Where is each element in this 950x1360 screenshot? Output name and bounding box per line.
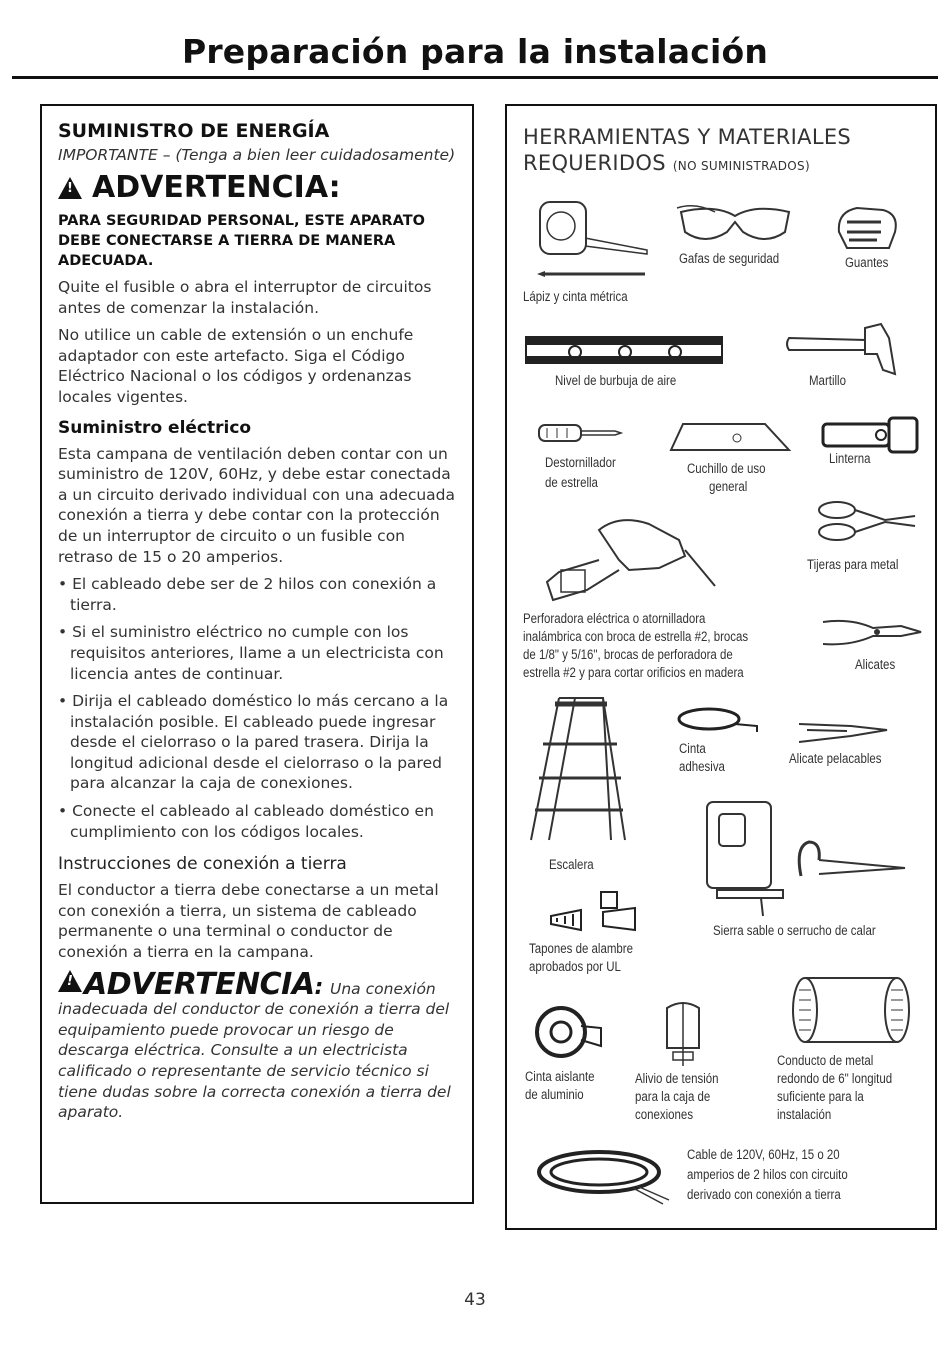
- tape-measure-icon: [535, 198, 655, 280]
- warning-icon: !: [58, 177, 82, 199]
- tools-heading-line1: HERRAMIENTAS Y MATERIALES: [523, 125, 852, 149]
- power-supply-heading: SUMINISTRO DE ENERGÍA: [58, 120, 330, 142]
- page-title: Preparación para la instalación: [181, 32, 769, 71]
- label-glasses: Gafas de seguridad: [679, 251, 780, 266]
- label-duct-3: suficiente para la: [777, 1089, 864, 1104]
- label-screwdriver-1: Destornillador: [545, 455, 616, 470]
- hammer-icon: [785, 318, 903, 378]
- bullet-item: • Si el suministro eléctrico no cumple con los requisitos anteriores, llame a un electricista con licencia antes de continuar.: [58, 622, 458, 684]
- strain-relief-icon: [653, 998, 713, 1068]
- title-rule: [12, 76, 938, 79]
- warning-bold-text: PARA SEGURIDAD PERSONAL, ESTE APARATO DEBE CONECTARSE A TIERRA DE MANERA ADECUADA.: [58, 213, 425, 269]
- warning2-title: ADVERTENCIA: [84, 966, 315, 1002]
- tools-panel: [505, 104, 937, 1230]
- aluminum-tape-icon: [531, 1004, 603, 1058]
- paragraph-fuse: Quite el fusible o abra el interruptor de circuitos antes de comenzar la instalación.: [58, 278, 432, 317]
- grounding-warning: ! ADVERTENCIA: Una conexión inadecuada del conductor de conexión a tierra del equipamiento puede provocar un riesgo de descarga eléctrica. Consulte a un electricista calificado o representante de servicio técnico si tiene dudas sobre la correcta conexión a tierra del aparato.: [58, 966, 451, 1122]
- label-aluminum-tape-1: Cinta aislante: [525, 1069, 595, 1084]
- safety-glasses-icon: [675, 202, 795, 250]
- label-hammer: Martillo: [809, 373, 846, 388]
- jigsaw-icon: [701, 798, 791, 918]
- tools-heading: [523, 124, 851, 179]
- label-strain-relief-3: conexiones: [635, 1107, 694, 1122]
- hand-saw-icon: [795, 836, 911, 880]
- pliers-icon: [821, 614, 923, 652]
- label-duct-2: redondo de 6" longitud: [777, 1071, 893, 1086]
- power-supply-panel: [40, 104, 474, 1204]
- utility-knife-icon: [667, 420, 793, 454]
- label-screwdriver-2: de estrella: [545, 475, 598, 490]
- warning-heading: [58, 170, 458, 205]
- label-drill-4: estrella #2 y para cortar orificios en madera: [523, 665, 744, 680]
- important-note: IMPORTANTE – (Tenga a bien leer cuidadosamente): [58, 146, 456, 164]
- paragraph-electrical: Esta campana de ventilación deben contar con un suministro de 120V, 60Hz, y debe estar conectada a un circuito derivado individual con una adecuada conexión a tierra y debe contar con la protección de un interruptor de circuito o un fusible con retraso de 15 o 20 amperios.: [58, 444, 456, 566]
- metal-duct-icon: [789, 974, 913, 1046]
- electrical-supply-heading: Suministro eléctrico: [58, 417, 252, 438]
- paragraph-grounding: El conductor a tierra debe conectarse a un metal con conexión a tierra, un sistema de cableado permanente o una terminal o conductor de conexión a tierra en la campana.: [58, 881, 439, 962]
- label-wire-nuts-1: Tapones de alambre: [529, 941, 633, 956]
- label-duct-1: Conducto de metal: [777, 1053, 874, 1068]
- label-aluminum-tape-2: de aluminio: [525, 1087, 584, 1102]
- label-drill-2: inalámbrica con broca de estrella #2, brocas: [523, 629, 749, 644]
- label-cable-2: amperios de 2 hilos con circuito: [687, 1167, 848, 1182]
- label-knife-1: Cuchillo de uso: [687, 461, 766, 476]
- gloves-icon: [833, 202, 903, 254]
- warning-title: ADVERTENCIA:: [92, 170, 341, 205]
- screwdriver-icon: [537, 422, 623, 444]
- label-ladder: Escalera: [549, 857, 594, 872]
- paragraph-extension: No utilice un cable de extensión o un enchufe adaptador con este artefacto. Siga el Código Eléctrico Nacional o los códigos y ordenanzas locales vigentes.: [58, 326, 414, 406]
- label-tape-1: Cinta: [679, 741, 706, 756]
- level-icon: [525, 336, 723, 364]
- grounding-heading: Instrucciones de conexión a tierra: [58, 854, 347, 875]
- label-knife-2: general: [709, 479, 748, 494]
- label-wire-nuts-2: aprobados por UL: [529, 959, 621, 974]
- label-cable-3: derivado con conexión a tierra: [687, 1187, 841, 1202]
- label-strain-relief-1: Alivio de tensión: [635, 1071, 719, 1086]
- warning-icon: !: [58, 970, 82, 992]
- bullet-item: • Conecte el cableado al cableado doméstico en cumplimiento con los códigos locales.: [58, 801, 458, 842]
- tools-heading-note: (NO SUMINISTRADOS): [672, 159, 810, 173]
- ladder-icon: [525, 694, 631, 842]
- wiring-bullet-list: [58, 574, 458, 842]
- cable-coil-icon: [533, 1146, 673, 1212]
- label-tin-snips: Tijeras para metal: [807, 557, 899, 572]
- label-saw: Sierra sable o serrucho de calar: [713, 923, 876, 938]
- page-number: 43: [464, 1290, 486, 1310]
- label-level: Nivel de burbuja de aire: [555, 373, 677, 388]
- flashlight-icon: [819, 414, 921, 454]
- warning2-text: Una conexión inadecuada del conductor de conexión a tierra del equipamiento puede provocar un riesgo de descarga eléctrica. Consulte a un electricista calificado o representante de servicio técnico si tiene dudas sobre la correcta conexión a tierra del aparato.: [58, 979, 451, 1122]
- label-gloves: Guantes: [845, 255, 889, 270]
- label-wire-strippers: Alicate pelacables: [789, 751, 882, 766]
- adhesive-tape-icon: [677, 706, 759, 732]
- label-strain-relief-2: para la caja de: [635, 1089, 711, 1104]
- label-drill-1: Perforadora eléctrica o atornilladora: [523, 611, 706, 626]
- label-duct-4: instalación: [777, 1107, 832, 1122]
- label-drill-3: de 1/8" y 5/16", brocas de perforadora de: [523, 647, 733, 662]
- wire-nuts-icon: [541, 890, 645, 934]
- label-pencil: Lápiz y cinta métrica: [523, 289, 628, 304]
- tools-heading-line2: REQUERIDOS: [523, 151, 666, 175]
- label-tape-2: adhesiva: [679, 759, 725, 774]
- tin-snips-icon: [815, 496, 919, 546]
- label-cable-1: Cable de 120V, 60Hz, 15 o 20: [687, 1147, 840, 1162]
- bullet-item: • El cableado debe ser de 2 hilos con conexión a tierra.: [58, 574, 458, 615]
- label-flashlight: Linterna: [829, 451, 871, 466]
- drill-icon: [539, 510, 729, 606]
- label-pliers: Alicates: [855, 657, 896, 672]
- bullet-item: • Dirija el cableado doméstico lo más cercano a la instalación posible. El cableado puede ingresar desde el cielorraso o la pared trasera. Dirija la longitud adicional desde el cielorraso o la pared para alcanzar la caja de conexiones.: [58, 691, 458, 794]
- wire-strippers-icon: [797, 718, 891, 748]
